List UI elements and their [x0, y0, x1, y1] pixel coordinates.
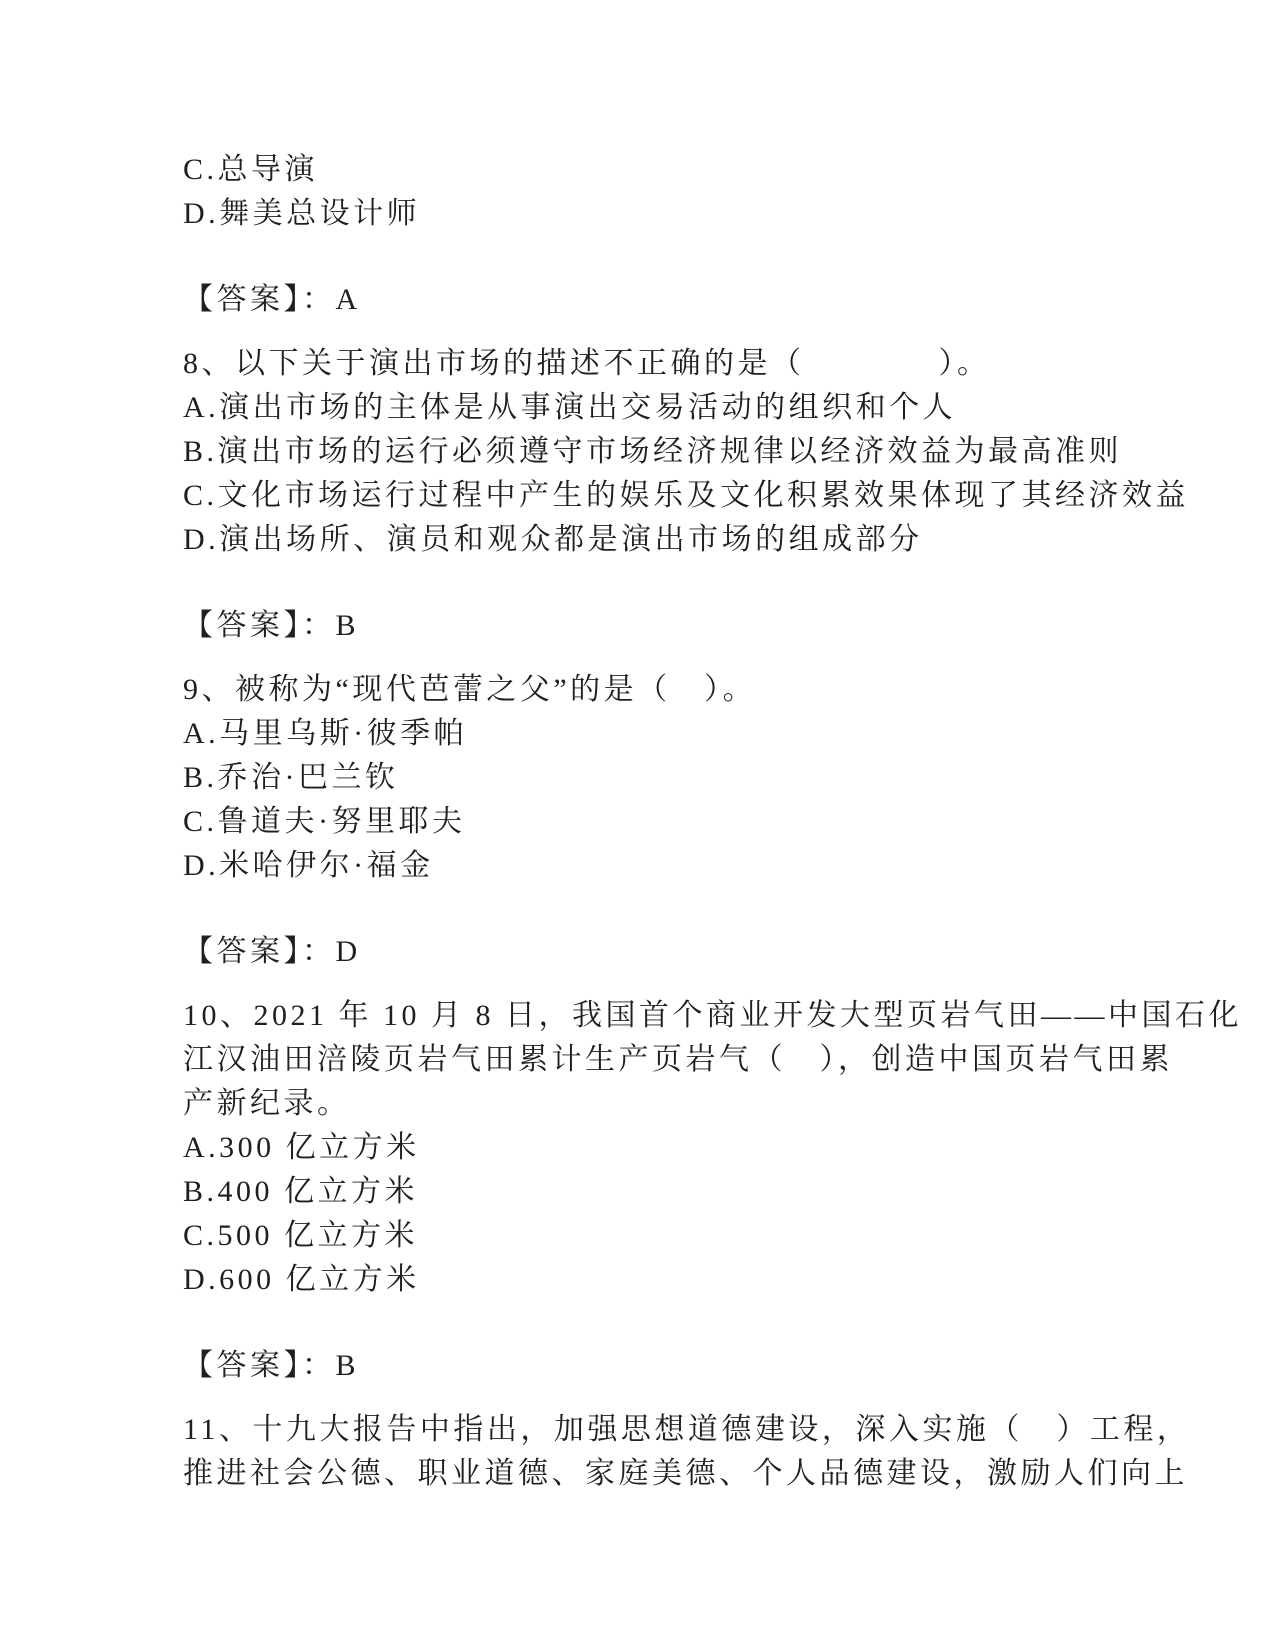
option-line: C.500 亿立方米 — [183, 1219, 419, 1252]
option-line: D.600 亿立方米 — [183, 1263, 420, 1296]
answer-line: 【答案】：B — [183, 609, 360, 642]
option-line: D.演出场所、演员和观众都是演出市场的组成部分 — [183, 523, 923, 556]
option-line: A.300 亿立方米 — [183, 1131, 420, 1164]
option-line: C.文化市场运行过程中产生的娱乐及文化积累效果体现了其经济效益 — [183, 479, 1190, 512]
answer-line: 【答案】：B — [183, 1349, 360, 1382]
question-stem-continuation: 推进社会公德、职业道德、家庭美德、个人品德建设，激励人们向上 — [183, 1457, 1188, 1490]
question-stem-continuation: 产新纪录。 — [183, 1087, 351, 1120]
option-line: A.演出市场的主体是从事演出交易活动的组织和个人 — [183, 391, 957, 424]
option-line: D.舞美总设计师 — [183, 197, 421, 230]
question-stem: 9、被称为“现代芭蕾之父”的是（ ）。 — [183, 673, 757, 706]
answer-line: 【答案】：D — [183, 935, 361, 968]
answer-line: 【答案】：A — [183, 283, 361, 316]
option-line: B.400 亿立方米 — [183, 1175, 419, 1208]
question-stem: 8、以下关于演出市场的描述不正确的是（ ）。 — [183, 347, 991, 380]
option-line: D.米哈伊尔·福金 — [183, 849, 434, 882]
option-line: A.马里乌斯·彼季帕 — [183, 717, 468, 750]
option-line: C.鲁道夫·努里耶夫 — [183, 805, 466, 838]
option-line: B.乔治·巴兰钦 — [183, 761, 399, 794]
question-stem: 10、2021 年 10 月 8 日，我国首个商业开发大型页岩气田——中国石化 — [183, 999, 1242, 1032]
option-line: B.演出市场的运行必须遵守市场经济规律以经济效益为最高准则 — [183, 435, 1123, 468]
option-line: C.总导演 — [183, 153, 319, 186]
question-stem: 11、十九大报告中指出，加强思想道德建设，深入实施（ ）工程， — [183, 1413, 1191, 1446]
question-stem-continuation: 江汉油田涪陵页岩气田累计生产页岩气（ ），创造中国页岩气田累 — [183, 1043, 1173, 1076]
